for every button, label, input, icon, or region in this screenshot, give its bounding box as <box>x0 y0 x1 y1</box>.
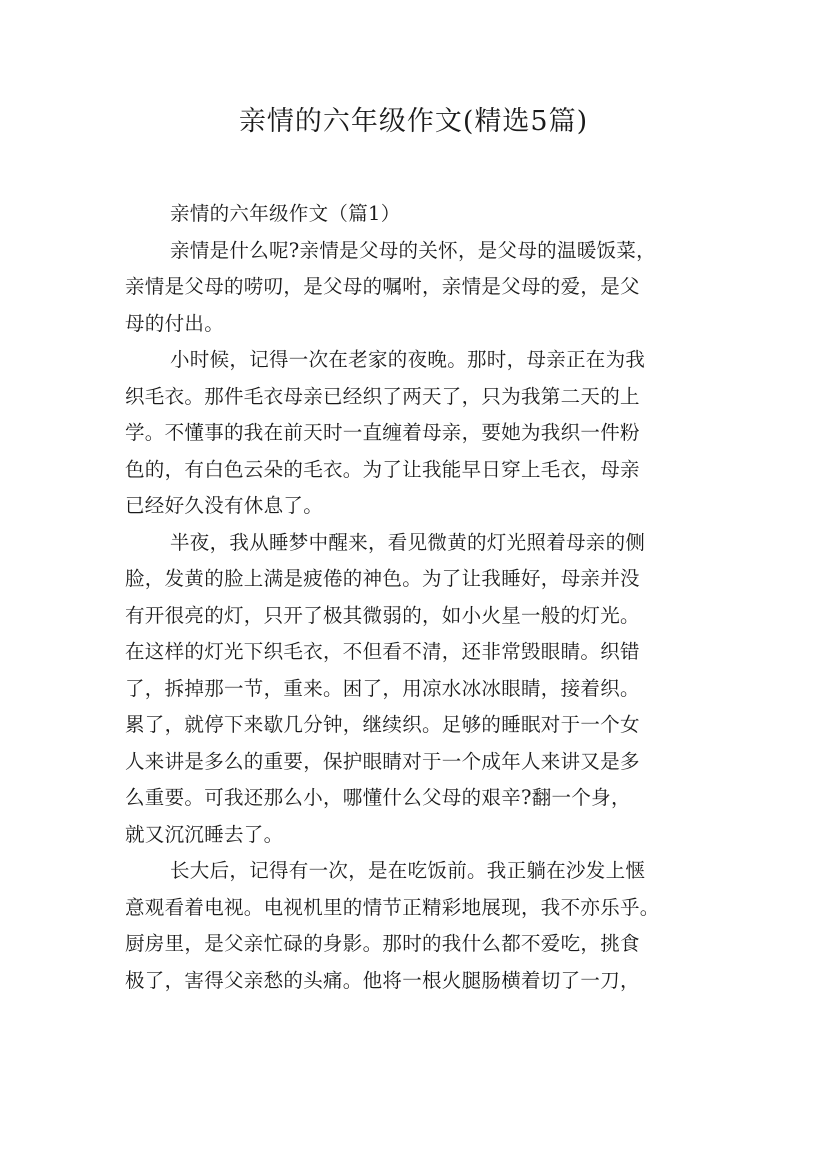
text-line: 已经好久没有休息了。 <box>125 494 324 517</box>
document-body <box>125 196 705 999</box>
text-line: 意观看着电视。电视机里的情节正精彩地展现，我不亦乐乎。 <box>125 895 660 919</box>
section-heading: 亲情的六年级作文（篇1） <box>170 202 401 225</box>
text-line: 母的付出。 <box>125 311 225 335</box>
text-line: 长大后，记得有一次，是在吃饭前。我正躺在沙发上惬 <box>170 859 646 882</box>
text-line: 累了，就停下来歇几分钟，继续织。足够的睡眠对于一个女 <box>125 713 640 736</box>
text-line: 人来讲是多么的重要，保护眼睛对于一个成年人来讲又是多 <box>125 749 640 773</box>
text-line: 就又沉沉睡去了。 <box>125 822 284 846</box>
text-line: 厨房里，是父亲忙碌的身影。那时的我什么都不爱吃，挑食 <box>125 932 640 955</box>
text-line: 亲情是父母的唠叨，是父母的嘱咐，亲情是父母的爱，是父 <box>125 275 640 298</box>
text-line: 色的，有白色云朵的毛衣。为了让我能早日穿上毛衣，母亲 <box>125 457 640 481</box>
text-line: 极了，害得父亲愁的头痛。他将一根火腿肠横着切了一刀， <box>125 968 640 992</box>
text-line: 半夜，我从睡梦中醒来，看见微黄的灯光照着母亲的侧 <box>170 530 646 554</box>
text-line: 学。不懂事的我在前天时一直缠着母亲，要她为我织一件粉 <box>125 421 640 444</box>
text-line: 小时候，记得一次在老家的夜晚。那时，母亲正在为我 <box>170 348 646 371</box>
text-line: 脸，发黄的脸上满是疲倦的神色。为了让我睡好，母亲并没 <box>125 567 640 590</box>
text-line: 织毛衣。那件毛衣母亲已经织了两天了，只为我第二天的上 <box>125 384 640 408</box>
text-line: 有开很亮的灯，只开了极其微弱的，如小火星一般的灯光。 <box>125 603 640 627</box>
text-line: 么重要。可我还那么小，哪懂什么父母的艰辛?翻一个身， <box>125 786 631 809</box>
paragraph-lines <box>125 233 705 1000</box>
text-line: 在这样的灯光下织毛衣，不但看不清，还非常毁眼睛。织错 <box>125 640 640 663</box>
document-title: 亲情的六年级作文(精选5篇) <box>238 106 589 137</box>
text-line: 亲情是什么呢?亲情是父母的关怀，是父母的温暖饭菜， <box>170 238 656 262</box>
text-line: 了，拆掉那一节，重来。困了，用凉水冰冰眼睛，接着织。 <box>125 676 640 700</box>
